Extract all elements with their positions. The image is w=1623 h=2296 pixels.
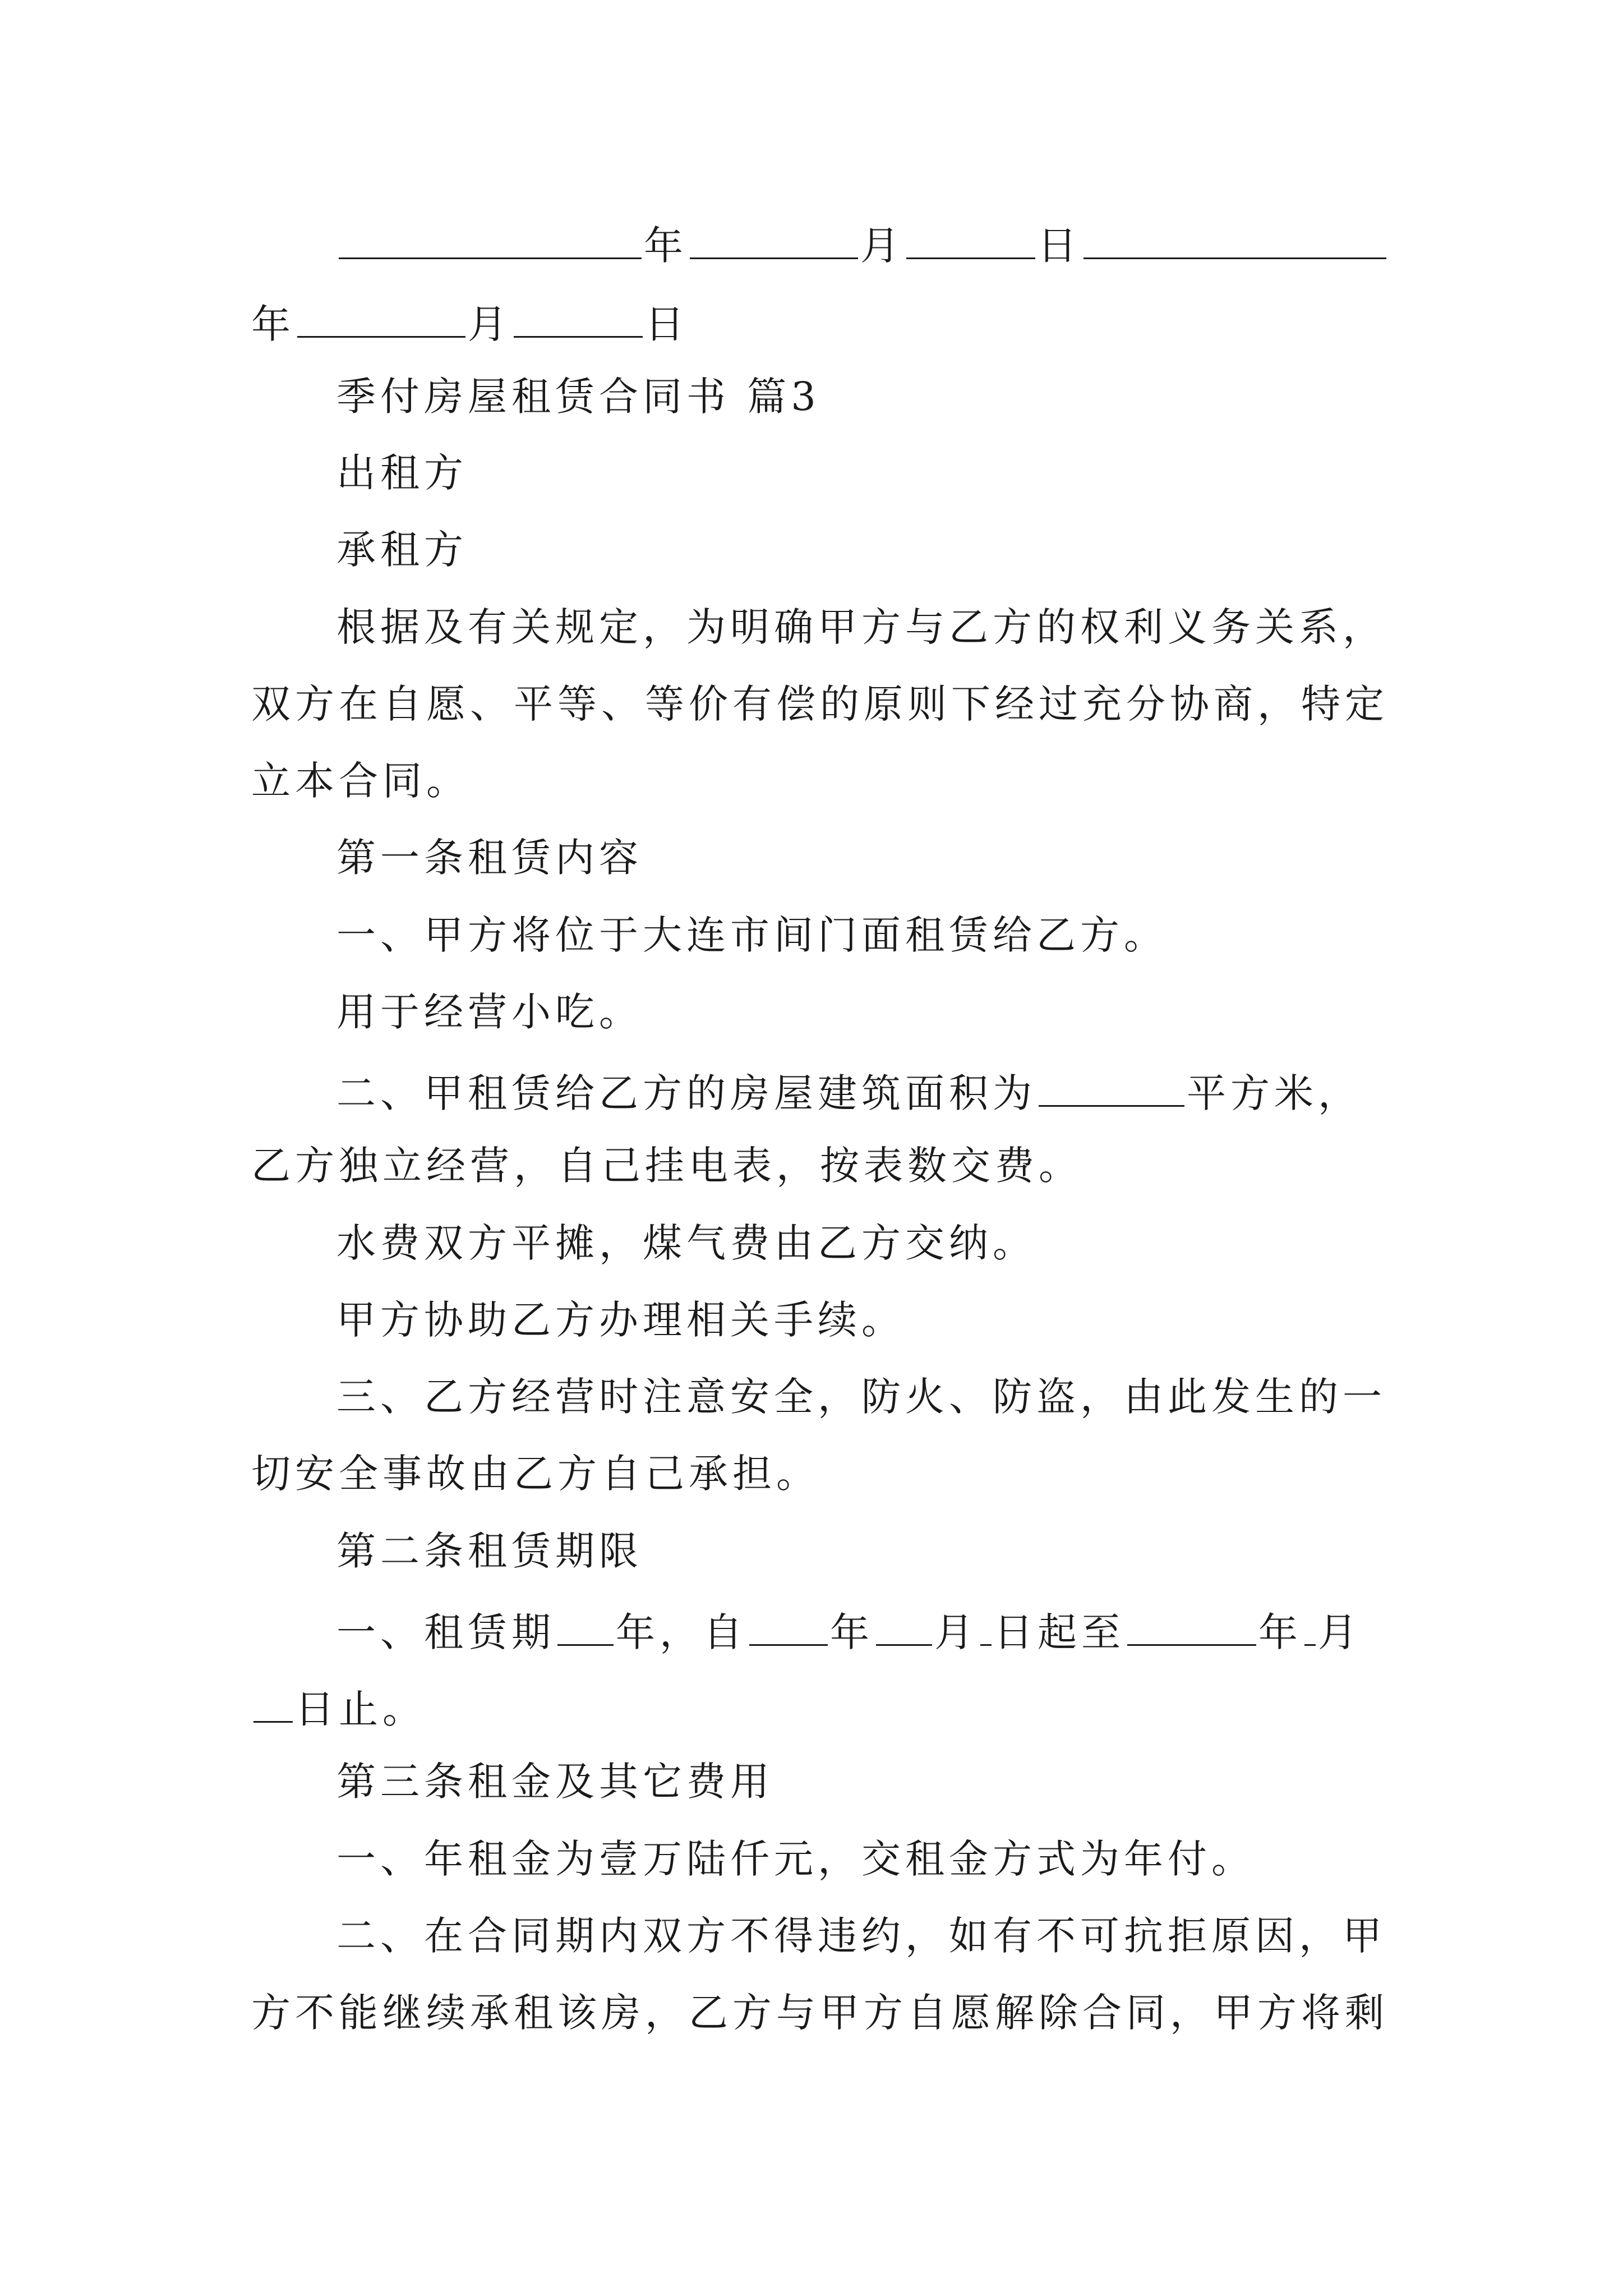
area-clause-text: 二、甲租赁给乙方的房屋建筑面积为 bbox=[336, 1070, 1036, 1116]
lease-term-text: 年，自 bbox=[616, 1609, 747, 1655]
document-heading: 季付房屋租赁合同书 篇3 bbox=[336, 374, 820, 420]
article-1-clause: 甲方协助乙方办理相关手续。 bbox=[336, 1297, 905, 1343]
article-2-title: 第二条租赁期限 bbox=[336, 1528, 643, 1574]
lease-term-clause bbox=[336, 1608, 1469, 1655]
area-blank bbox=[1039, 1069, 1184, 1107]
lease-term-text: 月 bbox=[934, 1609, 978, 1655]
month-label: 月 bbox=[860, 223, 904, 269]
signature-blank bbox=[339, 222, 642, 259]
article-1-clause: 水费双方平摊，煤气费由乙方交纳。 bbox=[336, 1220, 1036, 1266]
signature-blank bbox=[1083, 222, 1386, 259]
end-month-blank bbox=[1304, 1608, 1316, 1646]
article-1-area-clause bbox=[336, 1069, 1469, 1116]
day-label: 日 bbox=[1038, 223, 1081, 269]
year-blank bbox=[690, 222, 858, 259]
lessor-label: 出租方 bbox=[336, 450, 468, 496]
end-year-blank bbox=[1127, 1608, 1256, 1646]
lease-term-text: 年 bbox=[1258, 1609, 1302, 1655]
year-label: 年 bbox=[251, 301, 295, 347]
month-blank bbox=[514, 300, 643, 338]
article-1-clause: 一、甲方将位于大连市间门面租赁给乙方。 bbox=[336, 912, 1168, 958]
start-month-blank bbox=[876, 1608, 932, 1646]
article-3-clause: 二、在合同期内双方不得违约，如有不可抗拒原因，甲 bbox=[336, 1913, 1386, 1959]
month-blank bbox=[906, 222, 1035, 259]
area-unit-text: 平方米， bbox=[1187, 1070, 1362, 1116]
term-years-blank bbox=[557, 1608, 614, 1646]
article-3-clause: 方不能继续承租该房，乙方与甲方自愿解除合同，甲方将剩 bbox=[251, 1990, 1389, 2036]
lease-term-clause-end bbox=[251, 1685, 1384, 1732]
article-1-title: 第一条租赁内容 bbox=[336, 835, 643, 881]
signature-date-line-1 bbox=[336, 222, 1469, 269]
article-1-clause: 三、乙方经营时注意安全，防火、防盗，由此发生的一 bbox=[336, 1374, 1386, 1420]
intro-paragraph-line: 根据及有关规定，为明确甲方与乙方的权利义务关系， bbox=[336, 604, 1386, 650]
article-1-clause: 用于经营小吃。 bbox=[336, 989, 643, 1035]
lease-term-text: 日起至 bbox=[994, 1609, 1125, 1655]
start-year-blank bbox=[749, 1608, 828, 1646]
article-1-clause: 乙方独立经营，自己挂电表，按表数交费。 bbox=[251, 1143, 1082, 1189]
article-1-clause: 切安全事故由乙方自己承担。 bbox=[251, 1451, 820, 1497]
article-3-clause: 一、年租金为壹万陆仟元，交租金方式为年付。 bbox=[336, 1836, 1255, 1882]
day-label: 日 bbox=[645, 301, 689, 347]
year-label: 年 bbox=[644, 223, 688, 269]
start-day-blank bbox=[980, 1608, 992, 1646]
intro-paragraph-line: 双方在自愿、平等、等价有偿的原则下经过充分协商，特定 bbox=[251, 681, 1389, 727]
intro-paragraph-line: 立本合同。 bbox=[251, 758, 470, 804]
month-label: 月 bbox=[468, 301, 511, 347]
lease-term-text: 日止。 bbox=[295, 1686, 426, 1732]
lease-term-text: 年 bbox=[830, 1609, 874, 1655]
lessee-label: 承租方 bbox=[336, 527, 468, 573]
lease-term-text: 一、租赁期 bbox=[336, 1609, 555, 1655]
lease-term-text: 月 bbox=[1318, 1609, 1362, 1655]
article-3-title: 第三条租金及其它费用 bbox=[336, 1759, 774, 1805]
year-blank bbox=[297, 300, 465, 338]
signature-date-line-2 bbox=[251, 300, 1384, 347]
end-day-blank bbox=[253, 1685, 293, 1723]
